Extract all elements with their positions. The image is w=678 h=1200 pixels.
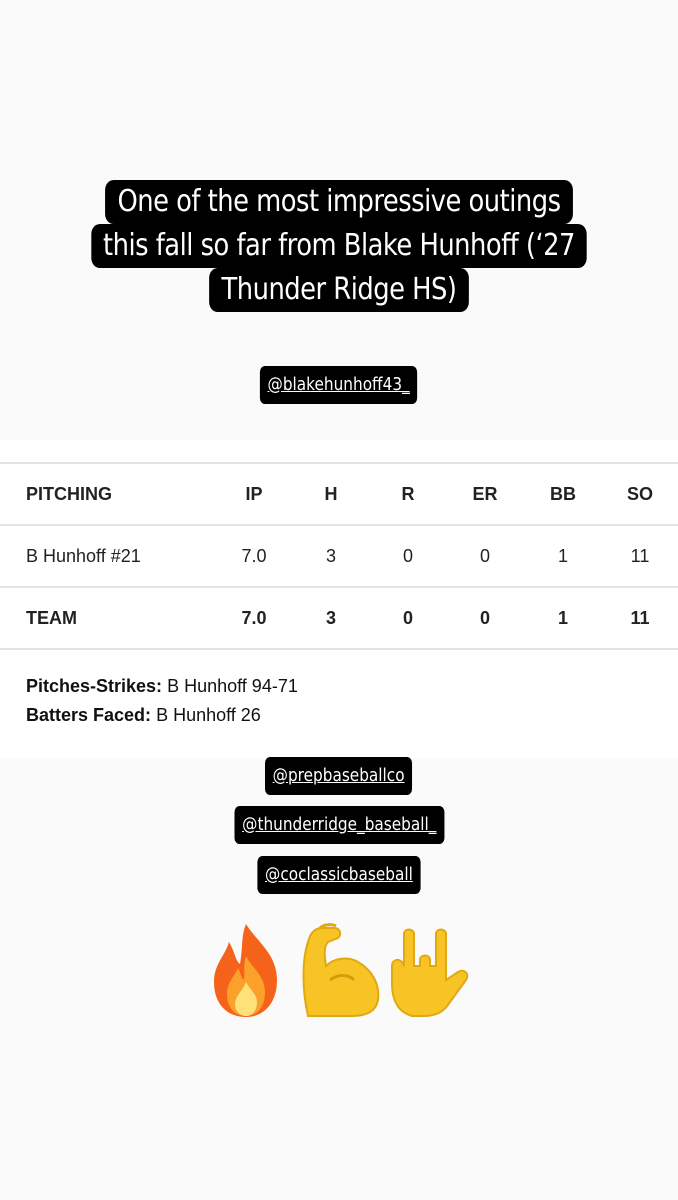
mention-link[interactable]: @coclassicbaseball [257, 856, 420, 894]
stat-h: 3 [325, 546, 336, 566]
team-totals-row [0, 586, 678, 650]
caption-line: this fall so far from Blake Hunhoff (‘27 [91, 224, 587, 268]
pitching-box-score [0, 462, 678, 650]
mention-link[interactable]: @prepbaseballco [265, 757, 412, 795]
stat-ip: 7.0 [241, 608, 267, 628]
mention-thunderridge-baseball[interactable] [0, 806, 678, 844]
stat-so: 11 [630, 608, 650, 628]
batters-faced-value: B Hunhoff 26 [156, 705, 261, 725]
team-label: TEAM [26, 608, 77, 628]
caption-text [65, 180, 614, 312]
pitches-strikes-note [26, 672, 298, 701]
caption-line: One of the most impressive outings [105, 180, 572, 224]
flexed-biceps-icon [294, 920, 382, 1020]
fire-icon [205, 920, 287, 1020]
love-you-gesture-icon [384, 920, 472, 1020]
stat-er: 0 [479, 546, 490, 566]
stat-er: 0 [479, 608, 490, 628]
mention-prepbaseballco[interactable] [0, 757, 678, 795]
batters-faced-label: Batters Faced: [26, 705, 152, 725]
header-bb: BB [550, 484, 576, 504]
player-mention-link[interactable]: @blakehunhoff43_ [260, 366, 417, 404]
player-name: B Hunhoff #21 [26, 546, 141, 566]
header-er: ER [472, 484, 498, 504]
mention-link[interactable]: @thunderridge_baseball_ [234, 806, 444, 844]
header-r: R [401, 484, 415, 504]
batters-faced-note [26, 701, 298, 730]
caption-line: Thunder Ridge HS) [210, 268, 469, 312]
emoji-row [0, 920, 678, 1020]
player-mention[interactable] [0, 366, 678, 404]
stat-bb: 1 [557, 608, 568, 628]
header-pitching: PITCHING [26, 484, 113, 504]
stat-r: 0 [402, 546, 413, 566]
table-header-row [0, 462, 678, 524]
pitches-strikes-value: B Hunhoff 94-71 [167, 676, 298, 696]
stat-bb: 1 [557, 546, 568, 566]
stat-so: 11 [630, 546, 650, 566]
header-so: SO [626, 484, 653, 504]
table-row [0, 524, 678, 586]
mention-coclassicbaseball[interactable] [0, 856, 678, 894]
stat-h: 3 [325, 608, 336, 628]
header-h: H [324, 484, 338, 504]
stat-r: 0 [402, 608, 413, 628]
pitches-strikes-label: Pitches-Strikes: [26, 676, 163, 696]
game-notes [26, 672, 298, 730]
header-ip: IP [245, 484, 263, 504]
stat-ip: 7.0 [241, 546, 267, 566]
